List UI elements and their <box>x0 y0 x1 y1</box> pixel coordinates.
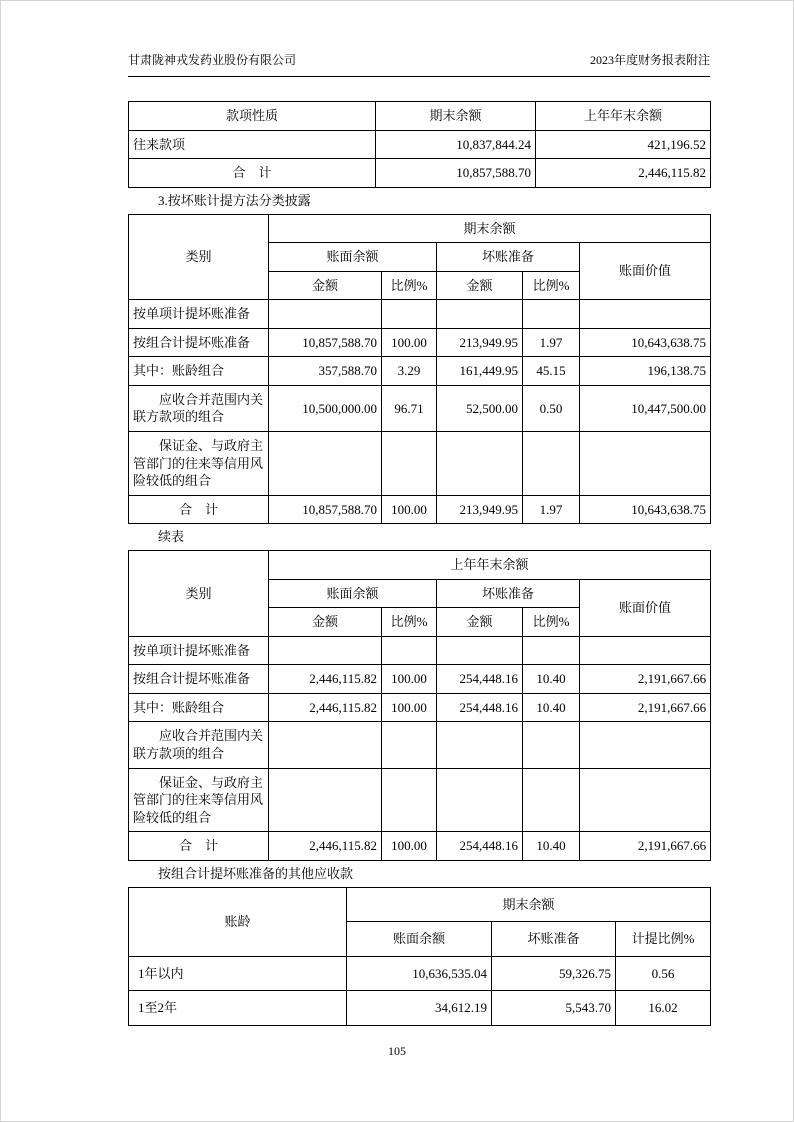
provision-cell: 52,500.00 <box>437 385 523 431</box>
provision-cell <box>437 300 523 329</box>
header-company: 甘肃陇神戎发药业股份有限公司 <box>128 53 297 67</box>
amount-cell <box>269 432 382 496</box>
ratio-cell: 16.02 <box>616 991 711 1026</box>
col-header-amount: 金额 <box>269 608 382 637</box>
provision-cell: 254,448.16 <box>437 832 523 861</box>
book-value-cell <box>580 432 711 496</box>
provision-cell: 254,448.16 <box>437 693 523 722</box>
col-header-provision: 坏账准备 <box>437 579 580 608</box>
table-row <box>129 665 711 694</box>
provision-ratio-cell <box>523 300 580 329</box>
col-header-provision: 坏账准备 <box>492 922 616 957</box>
aging-label: 1年以内 <box>129 956 347 991</box>
amount-cell: 2,446,115.82 <box>269 832 382 861</box>
table-row <box>129 300 711 329</box>
col-header-ratio: 比例% <box>523 271 580 300</box>
ratio-cell: 100.00 <box>382 693 437 722</box>
book-value-cell <box>580 768 711 832</box>
category-cell: 应收合并范围内关联方款项的组合 <box>129 385 269 431</box>
col-header-book-balance: 账面余额 <box>347 922 492 957</box>
aging-combo-caption: 按组合计提坏账准备的其他应收款 <box>158 865 354 881</box>
category-cell: 按组合计提坏账准备 <box>129 328 269 357</box>
col-header-period: 期末余额 <box>269 214 711 243</box>
col-header-book-balance: 账面余额 <box>269 579 437 608</box>
provision-ratio-cell <box>523 768 580 832</box>
table-row <box>129 385 711 431</box>
book-value-cell: 2,191,667.66 <box>580 832 711 861</box>
ratio-cell: 100.00 <box>382 328 437 357</box>
table-header-row <box>129 887 711 922</box>
row-label: 往来款项 <box>129 130 376 159</box>
amount-cell: 357,588.70 <box>269 357 382 386</box>
amount-cell: 10,636,535.04 <box>347 956 492 991</box>
provision-ratio-cell <box>523 636 580 665</box>
col-header-aging: 账龄 <box>129 887 347 956</box>
col-header-ending-balance: 期末余额 <box>376 102 536 131</box>
amount-cell: 10,857,588.70 <box>269 328 382 357</box>
ratio-cell: 3.29 <box>382 357 437 386</box>
table-row <box>129 357 711 386</box>
table-row <box>129 693 711 722</box>
col-header-ratio: 比例% <box>382 271 437 300</box>
ratio-cell: 100.00 <box>382 832 437 861</box>
provision-ratio-cell: 10.40 <box>523 693 580 722</box>
amount-cell: 10,837,844.24 <box>376 130 536 159</box>
ratio-cell: 100.00 <box>382 495 437 524</box>
col-header-ratio: 比例% <box>382 608 437 637</box>
total-label: 合 计 <box>129 832 269 861</box>
col-header-book-balance: 账面余额 <box>269 243 437 272</box>
amount-cell: 10,857,588.70 <box>376 159 536 188</box>
provision-ratio-cell <box>523 722 580 768</box>
payment-nature-table <box>128 101 711 188</box>
amount-cell <box>269 768 382 832</box>
table-row-total <box>129 495 711 524</box>
category-cell: 按单项计提坏账准备 <box>129 636 269 665</box>
category-cell: 按单项计提坏账准备 <box>129 300 269 329</box>
amount-cell: 2,446,115.82 <box>269 693 382 722</box>
provision-cell <box>437 722 523 768</box>
col-header-provision-ratio: 计提比例% <box>616 922 711 957</box>
aging-label: 1至2年 <box>129 991 347 1026</box>
book-value-cell: 10,447,500.00 <box>580 385 711 431</box>
table-header-row <box>129 551 711 580</box>
total-label: 合 计 <box>129 495 269 524</box>
header-doc-title: 2023年度财务报表附注 <box>589 53 710 67</box>
amount-cell <box>269 300 382 329</box>
book-value-cell: 2,191,667.66 <box>580 665 711 694</box>
book-value-cell: 196,138.75 <box>580 357 711 386</box>
method-section-heading: 3.按坏账计提方法分类披露 <box>158 192 311 208</box>
provision-cell: 213,949.95 <box>437 328 523 357</box>
category-cell: 其中：账龄组合 <box>129 693 269 722</box>
aging-combination-table <box>128 887 711 1026</box>
col-header-ratio: 比例% <box>523 608 580 637</box>
ratio-cell: 100.00 <box>382 665 437 694</box>
ratio-cell: 96.71 <box>382 385 437 431</box>
book-value-cell: 10,643,638.75 <box>580 328 711 357</box>
book-value-cell <box>580 300 711 329</box>
table-row <box>129 768 711 832</box>
provision-cell <box>437 768 523 832</box>
table-row <box>129 956 711 991</box>
category-cell: 应收合并范围内关联方款项的组合 <box>129 722 269 768</box>
table-row <box>129 130 711 159</box>
table-row-total <box>129 159 711 188</box>
provision-ratio-cell: 1.97 <box>523 495 580 524</box>
book-value-cell <box>580 722 711 768</box>
total-label: 合 计 <box>129 159 376 188</box>
bad-debt-method-current-table <box>128 214 711 525</box>
amount-cell: 2,446,115.82 <box>269 665 382 694</box>
table-row <box>129 328 711 357</box>
col-header-category: 类别 <box>129 214 269 300</box>
book-value-cell: 2,191,667.66 <box>580 693 711 722</box>
book-value-cell: 10,643,638.75 <box>580 495 711 524</box>
provision-ratio-cell <box>523 432 580 496</box>
provision-ratio-cell: 10.40 <box>523 665 580 694</box>
amount-cell: 421,196.52 <box>536 130 711 159</box>
page-header <box>128 52 710 77</box>
page-number: 105 <box>388 1044 406 1058</box>
col-header-provision: 坏账准备 <box>437 243 580 272</box>
provision-cell: 59,326.75 <box>492 956 616 991</box>
col-header-amount: 金额 <box>269 271 382 300</box>
ratio-cell <box>382 722 437 768</box>
amount-cell: 2,446,115.82 <box>536 159 711 188</box>
continued-table-label: 续表 <box>158 529 185 545</box>
category-cell: 保证金、与政府主管部门的往来等信用风险较低的组合 <box>129 768 269 832</box>
provision-cell <box>437 636 523 665</box>
amount-cell: 10,500,000.00 <box>269 385 382 431</box>
provision-ratio-cell: 0.50 <box>523 385 580 431</box>
provision-ratio-cell: 10.40 <box>523 832 580 861</box>
amount-cell: 34,612.19 <box>347 991 492 1026</box>
col-header-period: 期末余额 <box>347 887 711 922</box>
ratio-cell <box>382 636 437 665</box>
table-header-row <box>129 102 711 131</box>
table-row <box>129 636 711 665</box>
ratio-cell: 0.56 <box>616 956 711 991</box>
table-row <box>129 722 711 768</box>
provision-ratio-cell: 1.97 <box>523 328 580 357</box>
col-header-amount: 金额 <box>437 271 523 300</box>
table-header-row <box>129 214 711 243</box>
col-header-nature: 款项性质 <box>129 102 376 131</box>
category-cell: 其中：账龄组合 <box>129 357 269 386</box>
category-cell: 保证金、与政府主管部门的往来等信用风险较低的组合 <box>129 432 269 496</box>
provision-ratio-cell: 45.15 <box>523 357 580 386</box>
book-value-cell <box>580 636 711 665</box>
ratio-cell <box>382 768 437 832</box>
category-cell: 按组合计提坏账准备 <box>129 665 269 694</box>
provision-cell: 161,449.95 <box>437 357 523 386</box>
amount-cell <box>269 722 382 768</box>
table-row <box>129 432 711 496</box>
col-header-amount: 金额 <box>437 608 523 637</box>
provision-cell: 254,448.16 <box>437 665 523 694</box>
ratio-cell <box>382 432 437 496</box>
col-header-book-value: 账面价值 <box>580 243 711 300</box>
table-row <box>129 991 711 1026</box>
amount-cell: 10,857,588.70 <box>269 495 382 524</box>
bad-debt-method-prior-table <box>128 550 711 861</box>
provision-cell <box>437 432 523 496</box>
col-header-category: 类别 <box>129 551 269 637</box>
provision-cell: 5,543.70 <box>492 991 616 1026</box>
provision-cell: 213,949.95 <box>437 495 523 524</box>
amount-cell <box>269 636 382 665</box>
col-header-period: 上年年末余额 <box>269 551 711 580</box>
ratio-cell <box>382 300 437 329</box>
col-header-book-value: 账面价值 <box>580 579 711 636</box>
table-row-total <box>129 832 711 861</box>
col-header-prior-balance: 上年年末余额 <box>536 102 711 131</box>
